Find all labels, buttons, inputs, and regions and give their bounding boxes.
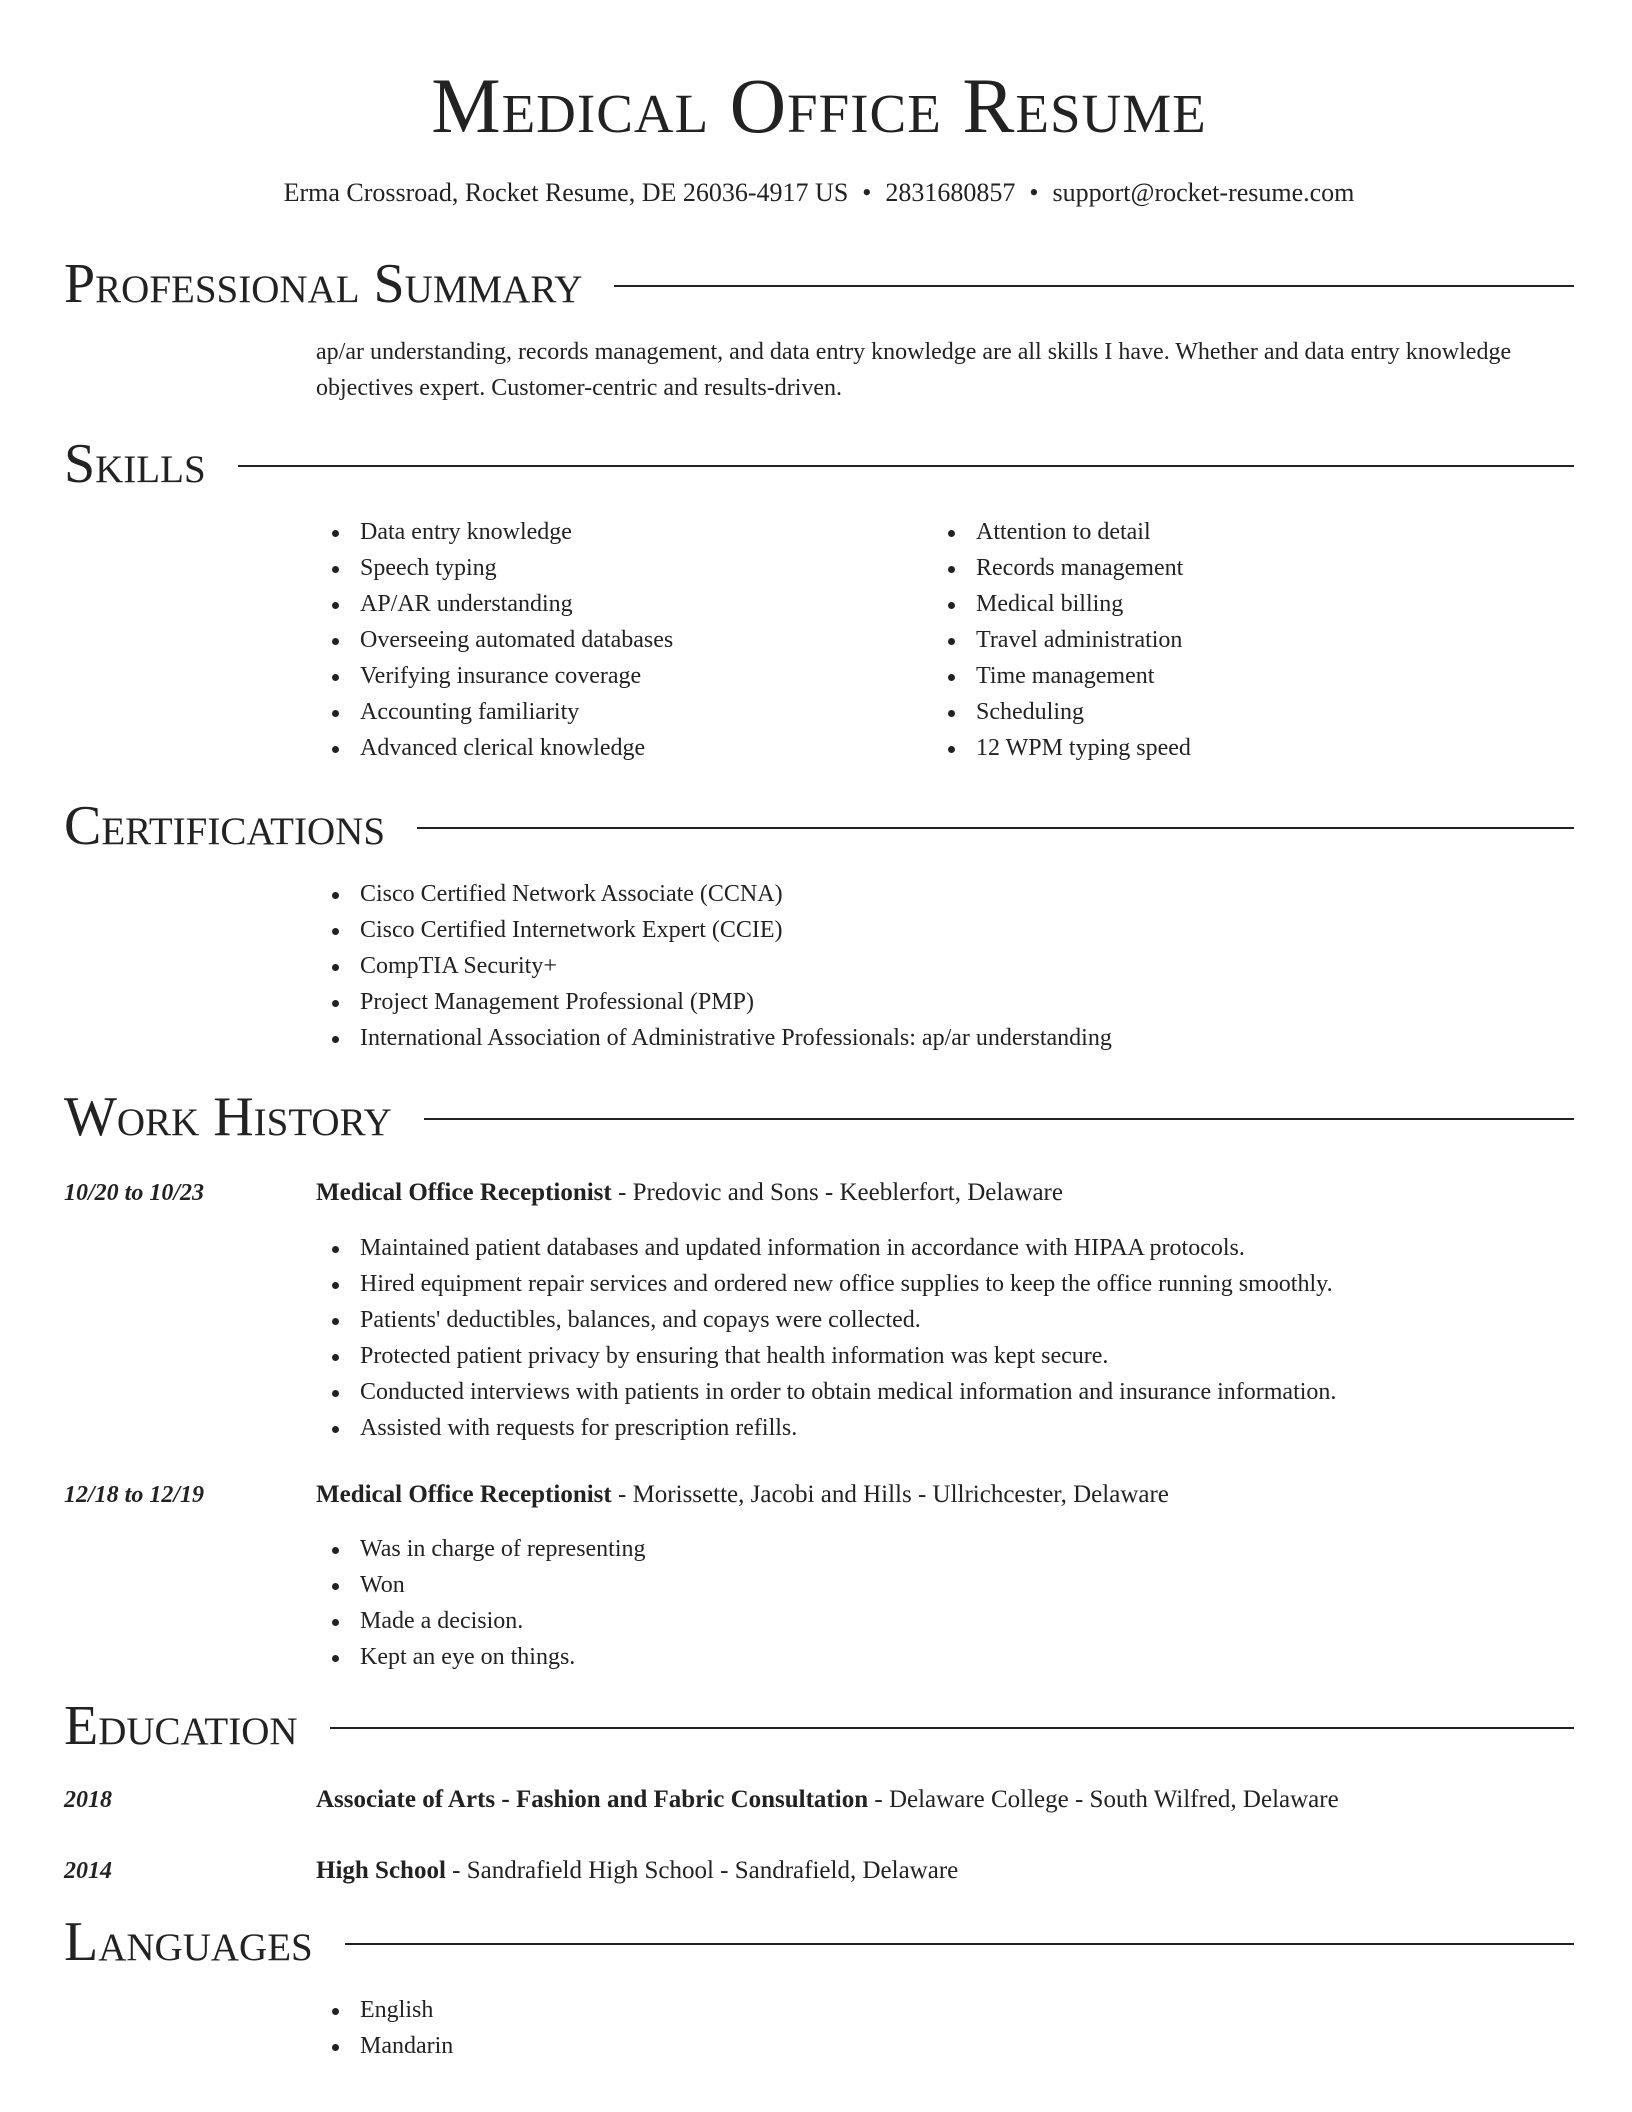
- job-bullets: [316, 1230, 1574, 1446]
- job-dates: 12/18 to 12/19: [64, 1482, 205, 1508]
- job-bullet: Conducted interviews with patients in order to obtain medical information and insurance information.: [316, 1374, 1574, 1410]
- skill-item: AP/AR understanding: [316, 586, 916, 622]
- skill-item: Records management: [932, 550, 1532, 586]
- summary-text: [316, 334, 1574, 406]
- section-divider: [424, 1118, 1574, 1120]
- section-divider: [345, 1943, 1574, 1945]
- job-header: [316, 1175, 1574, 1211]
- job-title: Medical Office Receptionist: [316, 1179, 612, 1206]
- section-heading-text: Certifications: [64, 795, 386, 857]
- skill-item: Medical billing: [932, 586, 1532, 622]
- education-details: - Sandrafield High School - Sandrafield, Delaware: [445, 1857, 959, 1884]
- skill-item: Data entry knowledge: [316, 514, 916, 550]
- job-bullet: Protected patient privacy by ensuring that health information was kept secure.: [316, 1338, 1574, 1374]
- skill-item: Verifying insurance coverage: [316, 658, 916, 694]
- contact-address: Erma Crossroad, Rocket Resume, DE 26036-4917 US: [283, 178, 849, 207]
- section-heading-text: Skills: [64, 433, 206, 495]
- contact-phone: 2831680857: [885, 178, 1016, 207]
- job-dates: 10/20 to 10/23: [64, 1180, 205, 1206]
- summary-line: objectives expert. Customer-centric and results-driven.: [316, 375, 843, 401]
- skill-item: Accounting familiarity: [316, 694, 916, 730]
- education-year: 2018: [64, 1787, 112, 1813]
- certifications-list: [316, 876, 1574, 1056]
- skill-item: Attention to detail: [932, 514, 1532, 550]
- skills-list-left: [316, 514, 916, 766]
- certification-item: Project Management Professional (PMP): [316, 984, 1574, 1020]
- section-divider: [330, 1727, 1574, 1729]
- skill-item: 12 WPM typing speed: [932, 730, 1532, 766]
- education-header: [316, 1853, 1574, 1889]
- job-bullet: Won: [316, 1567, 1574, 1603]
- contact-line: [64, 176, 1574, 210]
- job-bullet: Made a decision.: [316, 1603, 1574, 1639]
- certification-item: CompTIA Security+: [316, 948, 1574, 984]
- job-bullet: Assisted with requests for prescription refills.: [316, 1410, 1574, 1446]
- section-heading-text: Languages: [64, 1911, 313, 1973]
- certification-item: Cisco Certified Network Associate (CCNA): [316, 876, 1574, 912]
- language-item: Mandarin: [316, 2028, 1574, 2064]
- skill-item: Scheduling: [932, 694, 1532, 730]
- skills-list-right: [932, 514, 1532, 766]
- education-degree: Associate of Arts - Fashion and Fabric Consultation: [316, 1786, 869, 1813]
- section-divider: [238, 465, 1574, 467]
- section-heading-work-history: [64, 1085, 1574, 1149]
- section-heading-skills: [64, 432, 1574, 496]
- contact-separator: •: [862, 178, 872, 207]
- job-details: - Morissette, Jacobi and Hills - Ullrichcester, Delaware: [611, 1481, 1169, 1508]
- languages-list: [316, 1992, 1574, 2064]
- section-heading-text: Education: [64, 1695, 298, 1757]
- contact-separator: •: [1029, 178, 1039, 207]
- education-header: [316, 1782, 1574, 1818]
- section-heading-text: Work History: [64, 1086, 392, 1148]
- job-header: [316, 1477, 1574, 1513]
- resume-title: Medical Office Resume: [431, 62, 1207, 149]
- skill-item: Time management: [932, 658, 1532, 694]
- section-heading-certifications: [64, 794, 1574, 858]
- skill-item: Overseeing automated databases: [316, 622, 916, 658]
- job-bullet: Patients' deductibles, balances, and copays were collected.: [316, 1302, 1574, 1338]
- section-heading-education: [64, 1694, 1574, 1758]
- section-divider: [417, 827, 1574, 829]
- certification-item: Cisco Certified Internetwork Expert (CCIE): [316, 912, 1574, 948]
- job-bullet: Hired equipment repair services and ordered new office supplies to keep the office running smoothly.: [316, 1266, 1574, 1302]
- job-title: Medical Office Receptionist: [316, 1481, 612, 1508]
- job-bullet: Kept an eye on things.: [316, 1639, 1574, 1675]
- education-year: 2014: [64, 1858, 112, 1884]
- skill-item: Speech typing: [316, 550, 916, 586]
- education-details: - Delaware College - South Wilfred, Delaware: [868, 1786, 1339, 1813]
- job-bullet: Maintained patient databases and updated information in accordance with HIPAA protocols.: [316, 1230, 1574, 1266]
- education-degree: High School: [316, 1857, 446, 1884]
- section-heading-languages: [64, 1910, 1574, 1974]
- section-divider: [614, 285, 1574, 287]
- job-bullets: [316, 1531, 1574, 1675]
- section-heading-summary: [64, 252, 1574, 316]
- job-bullet: Was in charge of representing: [316, 1531, 1574, 1567]
- skill-item: Travel administration: [932, 622, 1532, 658]
- job-details: - Predovic and Sons - Keeblerfort, Delaware: [611, 1179, 1063, 1206]
- contact-email: support@rocket-resume.com: [1052, 178, 1355, 207]
- skill-item: Advanced clerical knowledge: [316, 730, 916, 766]
- language-item: English: [316, 1992, 1574, 2028]
- resume-page: [64, 0, 1574, 2112]
- section-heading-text: Professional Summary: [64, 253, 583, 315]
- summary-line: ap/ar understanding, records management, and data entry knowledge are all skills I have. Whether and data entry knowledge: [316, 339, 1512, 365]
- certification-item: International Association of Administrative Professionals: ap/ar understanding: [316, 1020, 1574, 1056]
